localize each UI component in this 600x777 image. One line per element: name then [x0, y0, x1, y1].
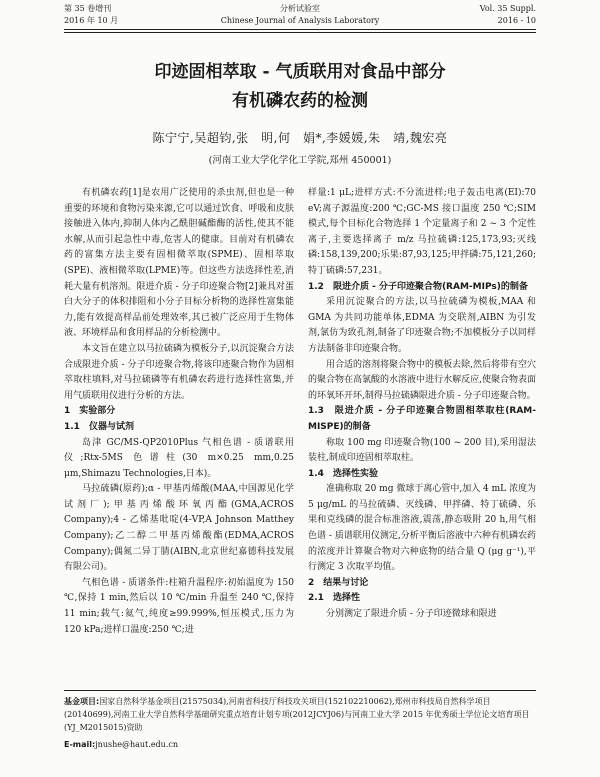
header-center [64, 3, 536, 27]
section-heading-results: 2 结果与讨论 [308, 577, 369, 588]
affiliation: (河南工业大学化学化工学院,郑州 450001) [208, 155, 392, 166]
selectivity-result-paragraph: 分别测定了限进介质 - 分子印迹微球和限进 [326, 609, 497, 620]
intro-paragraph-1: 有机磷农药[1]是农用广泛使用的杀虫剂,但也是一种重要的环境和食物污染来源,它可以通过饮食、呼吸和皮肤接触进入体内,抑制人体内乙酰胆碱酯酶的活性,使其不能水解,从而引起急性中毒,危害人的健康。目前对有机磷农药的富集方法主要有固相微萃取(SPME)、固相萃取(SPE)、液相微萃取(LPME)等。但这些方法选择性差,消耗大量有机溶剂。限进介质 - 分子印迹聚合物[2]兼具对蛋白大分子的体积排阻和小分子目标分析物的选择性富集能力,能有效提高样品前处理效率,其已被广泛应用于生物体液、环境样品和食用样品的分析检测中。 [64, 188, 294, 339]
subsection-heading-selectivity: 2.1 选择性 [308, 593, 360, 604]
authors: 陈宁宁,吴超钧,张 明,何 娟*,李媛媛,朱 靖,魏宏亮 [152, 131, 448, 145]
journal-volume: 第 35 卷增刊 [64, 4, 112, 13]
date-en: 2016 - 10 [497, 16, 536, 25]
page-header [64, 3, 536, 29]
subsection-heading-selectivity-exp: 1.4 选择性实验 [308, 468, 378, 479]
email-note [64, 738, 536, 751]
article-title-line2: 有机磷农药的检测 [232, 91, 368, 111]
reagents-paragraph: 马拉硫磷(原药);α - 甲基丙烯酸(MAA,中国源见化学试剂厂);甲基丙烯酸环氧丙酯(GMA,ACROS Company);4 - 乙烯基吡啶(4-VP,A Johnson Matthey Company);乙二醇二甲基丙烯酸酯(EDMA,ACROS Company);偶氮二异丁腈(AIBN,北京世纪嘉德科技发展有限公司)。 [64, 484, 294, 573]
right-column [308, 186, 536, 623]
article-title-line1: 印迹固相萃取 - 气质联用对食品中部分 [154, 62, 446, 82]
intro-paragraph-2: 本文旨在建立以马拉硫磷为模板分子,以沉淀聚合方法合成限进介质 - 分子印迹聚合物,将该印迹聚合物作为固相萃取柱填料,对马拉硫磷等有机磷农药进行选择性富集,并用气质联用仪进行分析的方法。 [64, 343, 294, 401]
funding-note [64, 695, 536, 734]
funding-label: 基金项目: [64, 697, 100, 706]
volume-en: Vol. 35 Suppl. [479, 4, 536, 13]
header-right [480, 3, 536, 27]
footnote [64, 690, 536, 751]
hydrolysis-paragraph: 用合适的溶剂将聚合物中的模板去除,然后将带有空穴的聚合物在高氯酸的水溶液中进行水解反应,使聚合物表面的环氧环开环,制得马拉硫磷限进介质 - 分子印迹聚合物。 [308, 359, 536, 401]
gcms-conditions-continued: 样量:1 μL;进样方式:不分流进样;电子轰击电离(EI):70 eV;离子源温度:200 ℃;GC-MS 接口温度 250 ℃;SIM 模式,每个目标化合物选择 1 个定量离子和 2 ~ 3 个定性离子,主要选择离子 m/z 马拉硫磷:125,173,93;灭线磷:158,139,200;乐果:87,93,125;甲拌磷:75,121,260;特丁硫磷:57,231。 [308, 188, 536, 276]
funding-text: 国家自然科学基金项目(21575034),河南省科技厅科技攻关项目(152102210062),郑州市科技局自然科学项目(20140699),河南工业大学自然科学基础研究重点培育计划专项(2012JCYJ06)与河南工业大学 2015 年优秀硕士学位论文培育项目(YJ_M2015015)资助 [64, 697, 530, 732]
left-column [64, 186, 294, 638]
header-rule-thin [64, 32, 536, 33]
subsection-heading-rampe-column: 1.3 限进介质 - 分子印迹聚合物固相萃取柱(RAM-MISPE)的制备 [308, 406, 536, 432]
subsection-heading-instruments: 1.1 仪器与试剂 [64, 421, 134, 432]
footnote-rule [64, 690, 536, 691]
gcms-conditions-paragraph: 气相色谱 - 质谱条件:柱箱升温程序:初始温度为 150 ℃,保持 1 min,然后以 10 ℃/min 升温至 240 ℃,保持 11 min;载气:氦气,纯度≥99.999%,恒压模式,压力为 120 kPa;进样口温度:250 ℃;进 [64, 577, 294, 635]
email-label: E-mail: [64, 740, 96, 749]
journal-name-cn: 分析试验室 [280, 4, 320, 13]
instrument-paragraph: 岛津 GC/MS-QP2010Plus 气相色谱 - 质谱联用仪;Rtx-5MS 色谱柱(30 m×0.25 mm,0.25 μm,Shimazu Technologies,日本)。 [64, 437, 294, 479]
journal-name-en: Chinese Journal of Analysis Laboratory [220, 16, 380, 25]
header-rule-thick [64, 29, 536, 30]
email-address: jnushe@haut.edu.cn [95, 740, 178, 749]
subsection-heading-ram-mips: 1.2 限进介质 - 分子印迹聚合物(RAM-MIPs)的制备 [308, 281, 528, 292]
section-heading-experimental: 1 实验部分 [64, 406, 116, 417]
journal-date: 2016 年 10 月 [64, 16, 119, 25]
selectivity-method-paragraph: 准确称取 20 mg 微球于离心管中,加入 4 mL 浓度为 5 μg/mL 的马拉硫磷、灭线磷、甲拌磷、特丁硫磷、乐果和克线磷的混合标准溶液,震荡,静态吸附 20 h,用气相色谱 - 质谱联用仪测定,分析平衡后溶液中六种有机磷农药的浓度并计算聚合物对六种底物的结合量 Q (μg g⁻¹),平行测定 3 次取平均值。 [308, 484, 537, 573]
column-packing-paragraph: 称取 100 mg 印迹聚合物(100 ~ 200 目),采用湿法装柱,制成印迹固相萃取柱。 [308, 437, 536, 464]
polymerization-paragraph: 采用沉淀聚合的方法,以马拉硫磷为模板,MAA 和 GMA 为共同功能单体,EDMA 为交联剂,AIBN 为引发剂,氯仿为致孔剂,制备了印迹聚合物;不加模板分子以同样方法制备非印迹聚合物。 [308, 297, 536, 354]
